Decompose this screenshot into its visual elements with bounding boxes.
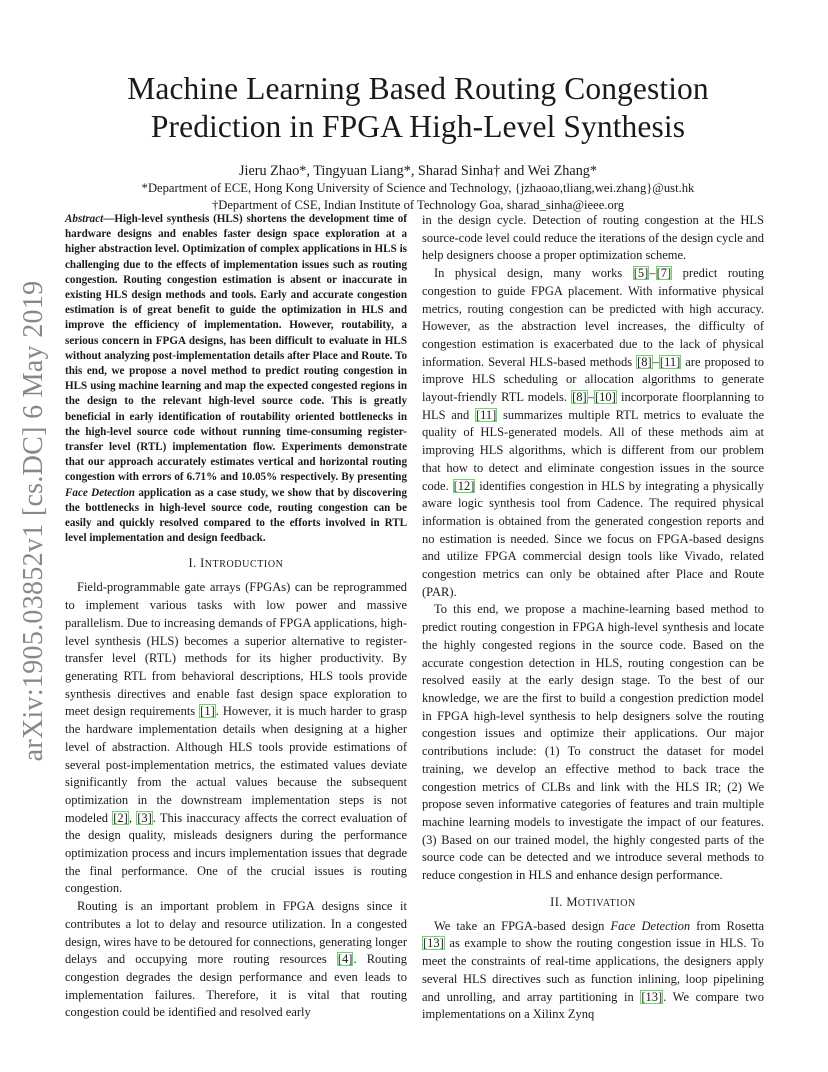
text-run: In physical design, many works (434, 266, 633, 281)
intro-paragraph-2 (65, 898, 407, 1022)
intro-paragraph-2-continued: in the design cycle. Detection of routing congestion at the HLS source-code level could reduce the iterations of the design cycle and help designers choose a proper optimization scheme. (422, 213, 764, 263)
title-line-1: Machine Learning Based Routing Congestion (127, 71, 709, 106)
abstract-text-1: —High-level synthesis (HLS) shortens the development time of hardware designs and enables faster design space exploration at a higher abstraction level. Optimization of complex applications in HLS is challenging due to the effects of implementation issues such as routing congestion. Routing congestion estimation is absent or inaccurate in existing HLS design methods and tools. Early and accurate congestion estimation is of great benefit to guide the optimization in HLS and improve the efficiency of implementation. However, routability, a serious concern in FPGA designs, has been difficult to evaluate in HLS without analyzing post-implementation details after Place and Route. To this end, we propose a novel method to predict routing congestion in HLS using machine learning and map the expected congested regions in the design to the relevant high-level source code. This is greatly beneficial in early identification of routability oriented bottlenecks in the high-level source code without running time-consuming register-transfer level (RTL) implementation flow. Experiments demonstrate that our approach accurately estimates vertical and horizontal routing congestion with errors of 6.71% and 10.05% respectively. By presenting (65, 213, 407, 484)
citation-link[interactable]: [13] (641, 989, 663, 1004)
section-initial: M (566, 894, 578, 909)
text-run: . However, it is much harder to grasp the hardware implementation details when designing at a higher level of abstraction. Although HLS tools provide estimations of several post-implementation metrics, the estimated values deviate significantly from the actual values because the subsequent optimization in the downstream implementation steps is not modeled (65, 704, 407, 825)
citation-link[interactable]: [8] (572, 390, 587, 405)
citation-link[interactable]: [11] (475, 407, 497, 422)
intro-paragraph-1 (65, 579, 407, 898)
citation-link[interactable]: [1] (200, 704, 215, 719)
left-column (65, 212, 407, 1022)
abstract-lead: Abstract (65, 213, 104, 225)
text-run: – (649, 266, 656, 281)
citation-link[interactable]: [8] (637, 354, 652, 369)
text-run: predict routing congestion to guide FPGA placement. With informative physical metrics, routing congestion can be predicted with high accuracy. However, as the abstraction level increases, the difficulty of congestion estimation is exacerbated due to the lack of physical information. Several HLS-based methods (422, 266, 764, 369)
citation-link[interactable]: [4] (337, 952, 353, 967)
text-run: , (128, 810, 137, 825)
intro-paragraph-3 (422, 265, 764, 601)
text-run: are proposed to improve HLS scheduling or allocation algorithms to generate layout-friendly RTL models. (422, 354, 765, 405)
text-run: – (587, 390, 594, 405)
text-run: . We compare two implementations on a Xilinx Zynq (422, 989, 764, 1022)
text-run: identifies congestion in HLS by integrating a physically aware logic synthesis tool from Cadence. The required physical information is obtained from the generated congestion reports and no estimation is needed. Since we focus on FPGA-based designs and utilize FPGA commercial design tools like Vivado, related congestion metrics can only be obtained after Place and Route (PAR). (422, 478, 764, 599)
section-rest: OTIVATION (577, 897, 636, 909)
section-number: I. (188, 556, 201, 571)
emphasis-text: Face Detection (610, 918, 691, 933)
citation-link[interactable]: [11] (659, 354, 681, 369)
citation-link[interactable]: [2] (113, 810, 128, 825)
affiliation-2: †Department of CSE, Indian Institute of Technology Goa, sharad_sinha@ieee.org (211, 198, 625, 212)
affiliation-1: *Department of ECE, Hong Kong University of Science and Technology, {jzhaoao,tliang,wei.zhang}@ust.hk (141, 181, 695, 195)
arxiv-id-text: arXiv:1905.03852v1 [cs.DC] 6 May 2019 (18, 280, 49, 762)
arxiv-side-identifier (14, 280, 54, 762)
citation-link[interactable]: [7] (656, 266, 672, 281)
text-run: from Rosetta (690, 918, 764, 933)
text-run: summarizes multiple RTL metrics to evaluate the quality of HLS-generated models. All of these methods aim at improving HLS algorithms, which is different from our problem that how to detect and eliminate congestion issues in the source code. (422, 407, 764, 493)
text-run: as example to show the routing congestion issue in HLS. To meet the constraints of real-time applications, the designers apply several HLS directives such as function inlining, loop pipelining and unrolling, and array partitioning in (422, 936, 764, 1004)
abstract-text-2: application as a case study, we show that by discovering the bottlenecks in high-level source code, routing congestion can be easily and quickly resolved compared to the efforts involved in RTL level implementation and design feedback. (65, 486, 407, 545)
text-run: . Routing congestion degrades the design performance and even leads to implementation failures. Therefore, it is vital that routing congestion could be identified and resolved early (65, 952, 407, 1020)
abstract (65, 212, 407, 546)
citation-link[interactable]: [13] (423, 936, 444, 951)
paper-title (60, 70, 776, 146)
citation-link[interactable]: [12] (453, 478, 475, 493)
text-run: incorporate floorplanning to HLS and (422, 390, 765, 422)
section-number: II. (550, 894, 567, 909)
motivation-paragraph-1 (422, 918, 764, 1024)
right-column (422, 212, 764, 1024)
citation-link[interactable]: [10] (594, 390, 616, 405)
title-line-2: Prediction in FPGA High-Level Synthesis (150, 109, 686, 144)
section-heading-introduction (65, 556, 407, 571)
author-list: Jieru Zhao*, Tingyuan Liang*, Sharad Sinha† and Wei Zhang* (239, 163, 597, 179)
citation-link[interactable]: [5] (633, 266, 649, 281)
text-run: – (652, 354, 659, 369)
text-run: We take an FPGA-based design (434, 918, 611, 933)
text-run: Field-programmable gate arrays (FPGAs) can be reprogrammed to implement various tasks with low power and massive parallelism. Due to increasing demands of FPGA applications, high-level synthesis (HLS) becomes a superior alternative to register-transfer level (RTL) methods for its higher productivity. By generating RTL from behavioral descriptions, HLS tools provide synthesis directives and enable fast design space exploration to meet design requirements (65, 580, 407, 719)
paper-header (60, 70, 776, 214)
citation-link[interactable]: [3] (137, 810, 152, 825)
section-initial: I (200, 556, 205, 571)
text-run: . This inaccuracy affects the correct evaluation of the design quality, misleads designers during the performance optimization process and incurs implementation issues that degrade the final performance. One of the crucial issues is routing congestion. (65, 810, 408, 896)
intro-paragraph-4: To this end, we propose a machine-learning based method to predict routing congestion in FPGA high-level synthesis and locate the highly congested regions in the source code. Based on the accurate congestion detection in HLS, routing congestion can be resolved easily at the early design stage. To the best of our knowledge, we are the first to build a congestion prediction model in FPGA high-level synthesis to help designers solve the routing congestion issues and optimize their applications. Our major contributions include: (1) To construct the dataset for model training, we develop an effective method to back trace the congestion metrics of CLBs and link with the HLS IR; (2) We propose seven informative categories of features and train multiple machine learning models to investigate the impact of our features. (3) Based on our trained model, the highly congested parts of the source code can be detected and we introduce several methods to reduce congestion in HLS and enhance design performance. (422, 602, 764, 883)
section-heading-motivation (422, 895, 764, 910)
abstract-emph: Face Detection (65, 486, 135, 499)
section-rest: NTRODUCTION (204, 559, 284, 571)
text-run: Routing is an important problem in FPGA designs since it contributes a lot to delay and resource utilization. In a congested design, wires have to be detoured for connections, generating longer delays and occupying more routing resources (65, 899, 407, 967)
